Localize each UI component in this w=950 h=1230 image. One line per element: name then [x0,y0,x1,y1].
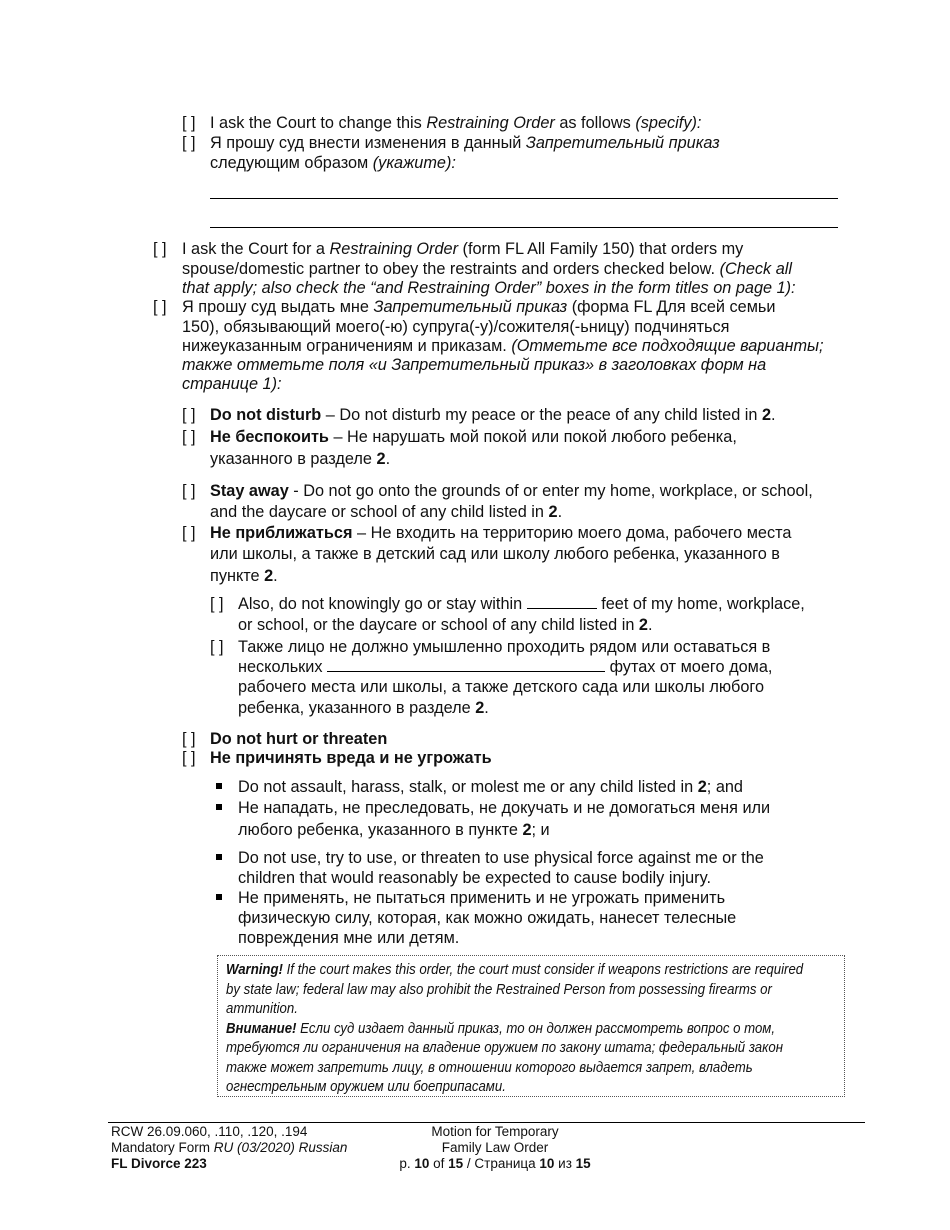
bullet-icon [216,894,222,900]
checkbox[interactable]: [ ] [182,730,196,748]
checkbox[interactable]: [ ] [153,240,167,258]
request-en-1: I ask the Court for a Restraining Order (form FL All Family 150) that orders my [182,240,744,258]
distance-en-2: or school, or the daycare or school of any child listed in 2. [238,616,653,634]
checkbox[interactable]: [ ] [182,428,196,446]
checkbox[interactable]: [ ] [182,524,196,542]
request-ru-5: странице 1): [182,375,282,393]
feet-input[interactable] [527,594,597,609]
distance-ru-2: нескольких футах от моего дома, [238,658,773,676]
specify-line-2[interactable] [210,227,838,228]
hurt-b1-ru: Не нападать, не преследовать, не докучать и не домогаться меня или [238,799,771,817]
checkbox[interactable]: [ ] [182,406,196,424]
change-order-en: I ask the Court to change this Restraining Order as follows (specify): [210,114,702,132]
request-ru-3: нижеуказанным ограничениям и приказам. (Отметьте все подходящие варианты; [182,337,824,355]
warning-ru-1: Внимание! Если суд издает данный приказ, то он должен рассмотреть вопрос о том, [226,1020,776,1037]
bullet-icon [216,783,222,789]
hurt-b2-en: Do not use, try to use, or threaten to use physical force against me or the [238,849,764,867]
hurt-en: Do not hurt or threaten [210,730,388,748]
warning-ru-4: огнестрельным оружием или боеприпасами. [226,1078,506,1095]
stay-away-ru: Не приближаться – Не входить на территорию моего дома, рабочего места [210,524,792,542]
checkbox[interactable]: [ ] [182,134,196,152]
footer-mandatory: Mandatory Form RU (03/2020) Russian [111,1140,348,1155]
hurt-ru: Не причинять вреда и не угрожать [210,749,492,767]
distance-ru-4: ребенка, указанного в разделе 2. [238,699,489,717]
stay-away-en: Stay away - Do not go onto the grounds of or enter my home, workplace, or school, [210,482,813,500]
warning-en-1: Warning! If the court makes this order, the court must consider if weapons restrictions are required [226,961,804,978]
warning-en-3: ammunition. [226,1000,298,1017]
checkbox[interactable]: [ ] [210,638,224,656]
bullet-icon [216,804,222,810]
change-order-ru: Я прошу суд внести изменения в данный Запретительный приказ [210,134,720,152]
footer-rule [108,1122,865,1123]
request-ru-2: 150), обязывающий моего(-ю) супруга(-у)/сожителя(-ьницу) подчиняться [182,318,730,336]
distance-en: Also, do not knowingly go or stay within feet of my home, workplace, [238,595,805,613]
checkbox[interactable]: [ ] [182,482,196,500]
do-not-disturb-ru: Не беспокоить – Не нарушать мой покой или покой любого ребенка, [210,428,737,446]
footer-title: Motion for Temporary Family Law Order p. 10 of 15 / Страница 10 из 15 [395,1124,595,1172]
request-en-3: that apply; also check the “and Restraining Order” boxes in the form titles on page 1): [182,279,796,297]
warning-ru-3: также может запретить лицу, в отношении которого выдается запрет, владеть [226,1059,753,1076]
checkbox[interactable]: [ ] [210,595,224,613]
checkbox[interactable]: [ ] [182,114,196,132]
specify-line-1[interactable] [210,198,838,199]
checkbox[interactable]: [ ] [153,298,167,316]
checkbox[interactable]: [ ] [182,749,196,767]
warning-en-2: by state law; federal law may also prohibit the Restrained Person from possessing firearms or [226,981,772,998]
warning-ru-2: требуются ли ограничения на владение оружием по закону штата; федеральный закон [226,1039,783,1056]
distance-ru: Также лицо не должно умышленно проходить рядом или оставаться в [238,638,771,656]
stay-away-ru-2: или школы, а также в детский сад или школу любого ребенка, указанного в [210,545,780,563]
request-ru-1: Я прошу суд выдать мне Запретительный приказ (форма FL Для всей семьи [182,298,776,316]
distance-ru-3: рабочего места или школы, а также детского сада или школы любого [238,678,765,696]
request-en-2: spouse/domestic partner to obey the restraints and orders checked below. (Check all [182,260,792,278]
hurt-b2-ru-2: физическую силу, которая, как можно ожидать, нанесет телесные [238,909,737,927]
feet-input-ru[interactable] [327,657,605,672]
change-order-ru-2: следующим образом (укажите): [210,154,456,172]
footer-form-id: FL Divorce 223 [111,1156,207,1171]
stay-away-en-2: and the daycare or school of any child listed in 2. [210,503,563,521]
footer-rcw: RCW 26.09.060, .110, .120, .194 [111,1124,308,1139]
hurt-b2-ru-3: повреждения мне или детям. [238,929,460,947]
bullet-icon [216,854,222,860]
stay-away-ru-3: пункте 2. [210,567,278,585]
do-not-disturb-en: Do not disturb – Do not disturb my peace or the peace of any child listed in 2. [210,406,776,424]
hurt-b1-ru-2: любого ребенка, указанного в пункте 2; и [238,821,550,839]
do-not-disturb-ru-2: указанного в разделе 2. [210,450,391,468]
request-ru-4: также отметьте поля «и Запретительный приказ» в заголовках форм на [182,356,767,374]
hurt-b1-en: Do not assault, harass, stalk, or molest me or any child listed in 2; and [238,778,743,796]
hurt-b2-en-2: children that would reasonably be expected to cause bodily injury. [238,869,712,887]
page-number: p. 10 of 15 / Страница 10 из 15 [399,1156,591,1171]
hurt-b2-ru: Не применять, не пытаться применить и не угрожать применить [238,889,726,907]
